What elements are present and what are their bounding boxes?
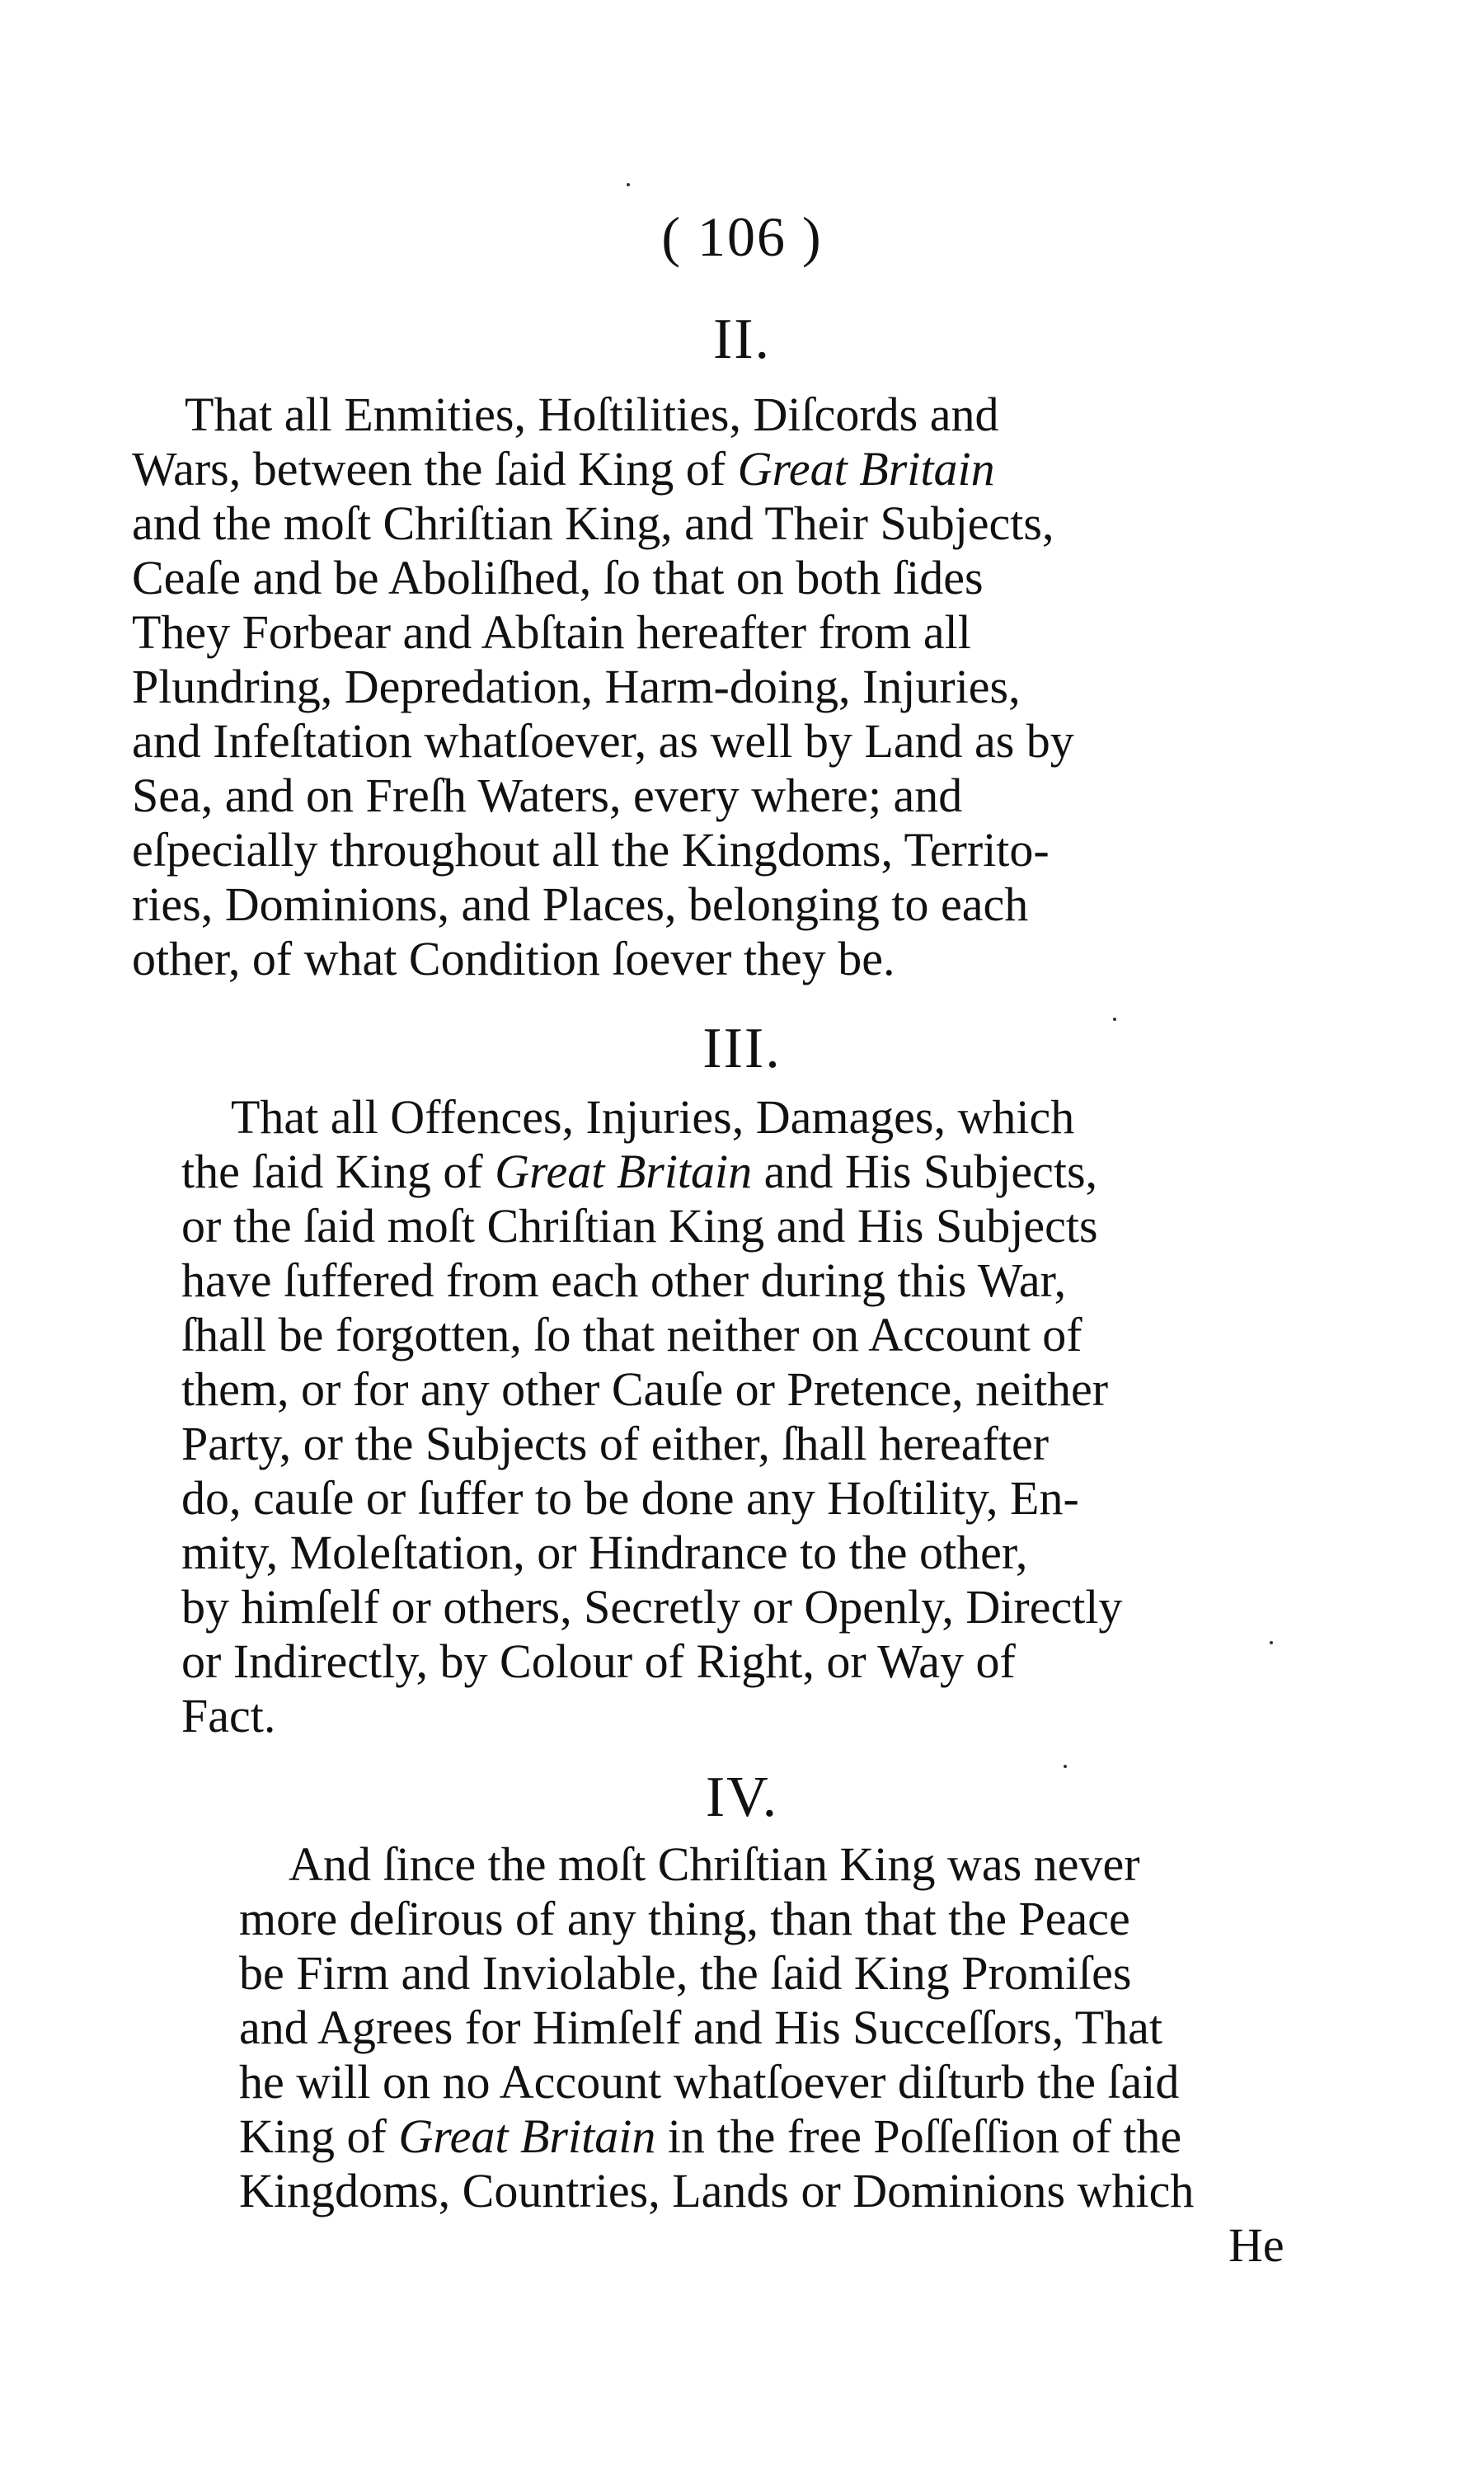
article-3-line: ſhall be forgotten, ſo that neither on Account of — [181, 1308, 1082, 1361]
ink-speck — [1064, 1765, 1067, 1768]
article-heading-4: IV. — [705, 1766, 779, 1829]
article-body-2 — [132, 388, 1074, 986]
article-4-line: more deſirous of any thing, than that the Peace — [239, 1892, 1130, 1945]
article-2-line: ries, Dominions, and Places, belonging to each — [132, 877, 1029, 931]
article-2-line: Sea, and on Freſh Waters, every where; and — [132, 769, 963, 822]
article-body-4 — [239, 1837, 1284, 2273]
ink-speck — [627, 183, 630, 186]
article-2-line: and the moſt Chriſtian King, and Their Subjects, — [132, 496, 1054, 550]
article-2-line: That all Enmities, Hoſtilities, Diſcords and — [185, 388, 999, 441]
article-2-line: Plundring, Depredation, Harm-doing, Injuries, — [132, 660, 1021, 713]
article-3-line: Fact. — [181, 1689, 276, 1742]
article-4-line: be Firm and Inviolable, the ſaid King Promiſes — [239, 1946, 1132, 2000]
italic-place-name: Great Britain — [495, 1145, 753, 1198]
article-body-3 — [181, 1090, 1122, 1743]
article-3-line: mity, Moleſtation, or Hindrance to the other, — [181, 1526, 1028, 1579]
article-heading-2: II. — [712, 308, 772, 371]
article-2-line: other, of what Condition ſoever they be. — [132, 932, 895, 985]
italic-place-name: Great Britain — [398, 2109, 656, 2163]
article-4-line: And ſince the moſt Chriſtian King was never — [289, 1837, 1140, 1891]
article-2-line: and Infeſtation whatſoever, as well by Land as by — [132, 714, 1074, 768]
article-4-line: he will on no Account whatſoever diſturb the ſaid — [239, 2055, 1180, 2109]
article-2-line: eſpecially throughout all the Kingdoms, Territo- — [132, 823, 1050, 877]
article-3-line: do, cauſe or ſuffer to be done any Hoſtility, En- — [181, 1471, 1079, 1525]
article-3-line: them, or for any other Cauſe or Pretence, neither — [181, 1362, 1109, 1416]
article-4-line: King of Great Britain in the free Poſſeſſion of the — [239, 2109, 1182, 2163]
article-2-line: Ceaſe and be Aboliſhed, ſo that on both ſides — [132, 551, 984, 604]
article-2-line: Wars, between the ſaid King of Great Britain — [132, 442, 995, 496]
article-heading-3: III. — [702, 1017, 782, 1080]
article-3-line: or Indirectly, by Colour of Right, or Way of — [181, 1634, 1016, 1688]
article-4-line: Kingdoms, Countries, Lands or Dominions which — [239, 2164, 1195, 2217]
article-3-line: That all Offences, Injuries, Damages, which — [231, 1090, 1075, 1144]
ink-speck — [1270, 1641, 1273, 1644]
article-3-line: Party, or the Subjects of either, ſhall hereafter — [181, 1417, 1050, 1470]
article-2-line: They Forbear and Abſtain hereafter from all — [132, 605, 971, 659]
article-4-line: and Agrees for Himſelf and His Succeſſors, That — [239, 2001, 1162, 2054]
article-3-line: or the ſaid moſt Chriſtian King and His Subjects — [181, 1199, 1098, 1253]
article-3-line: the ſaid King of Great Britain and His Subjects, — [181, 1145, 1098, 1198]
page-number: ( 106 ) — [661, 205, 823, 268]
italic-place-name: Great Britain — [737, 442, 995, 496]
article-3-line: have ſuffered from each other during this War, — [181, 1253, 1067, 1307]
article-4-line: He — [1228, 2218, 1284, 2272]
ink-speck — [1113, 1018, 1116, 1021]
article-3-line: by himſelf or others, Secretly or Openly, Directly — [181, 1580, 1123, 1634]
